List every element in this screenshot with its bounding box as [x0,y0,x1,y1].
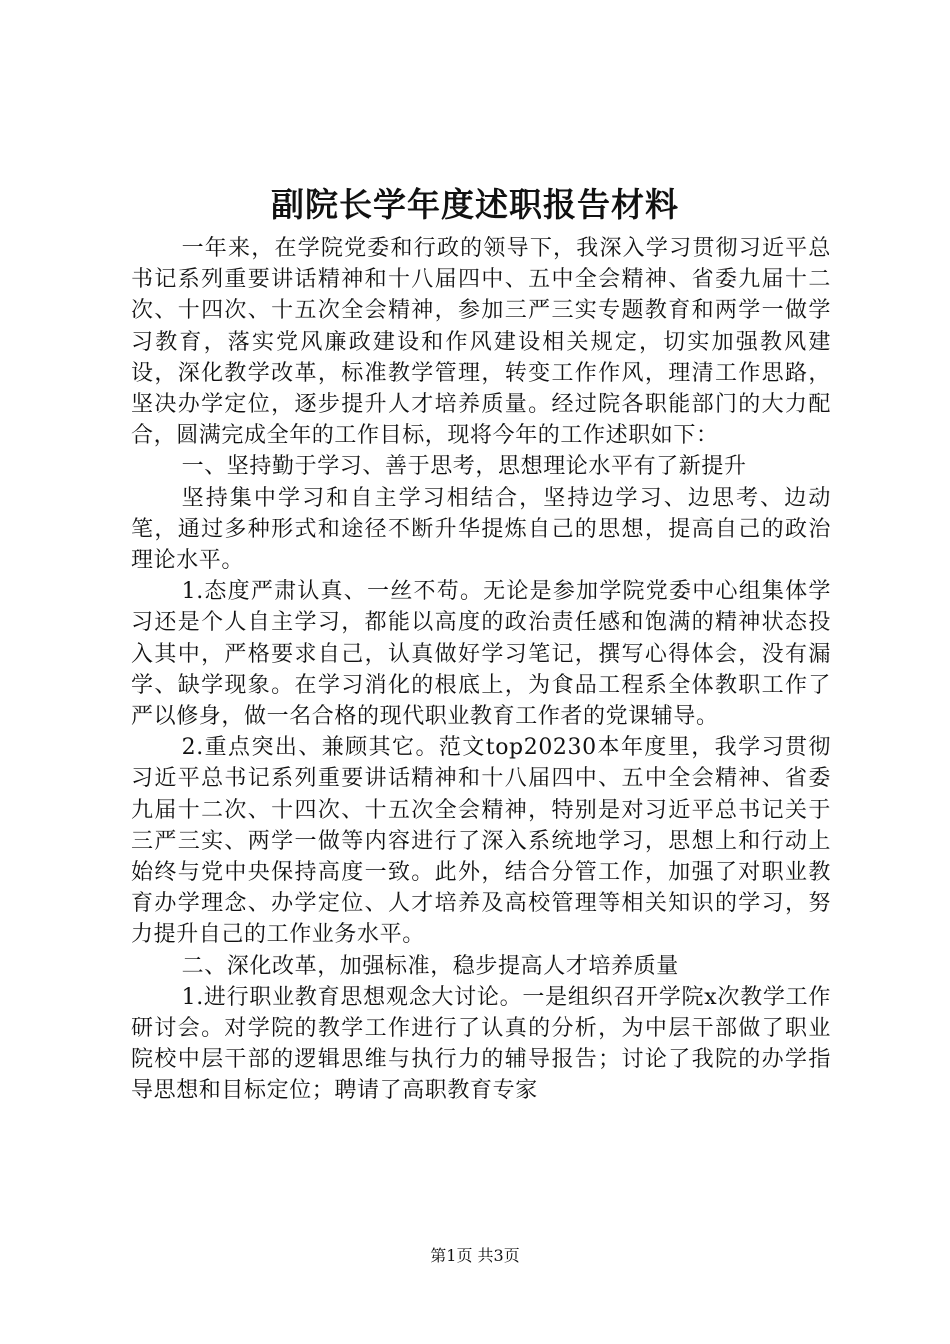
paragraph-intro: 一年来，在学院党委和行政的领导下，我深入学习贯彻习近平总书记系列重要讲话精神和十八届四中、五中全会精神、省委九届十二次、十四次、十五次全会精神，参加三严三实专题教育和两学一做学习教育，落实党风廉政建设和作风建设相关规定，切实加强教风建设，深化教学改革，标准教学管理，转变工作作风，理清工作思路，坚决办学定位，逐步提升人才培养质量。经过院各职能部门的大力配合，圆满完成全年的工作目标，现将今年的工作述职如下： [131,236,831,449]
document-title: 副院长学年度述职报告材料 [271,185,679,224]
paragraph-item-2: 2.重点突出、兼顾其它。范文top20230本年度里，我学习贯彻习近平总书记系列重要讲话精神和十八届四中、五中全会精神、省委九届十二次、十四次、十五次全会精神，特别是对习近平总书记关于三严三实、两学一做等内容进行了深入系统地学习，思想上和行动上始终与党中央保持高度一致。此外，结合分管工作，加强了对职业教育办学理念、办学定位、人才培养及高校管理等相关知识的学习，努力提升自己的工作业务水平。 [131,735,831,948]
section-heading-2: 二、深化改革，加强标准，稳步提高人才培养质量 [181,953,679,979]
paragraph-study-overview: 坚持集中学习和自主学习相结合，坚持边学习、边思考、边动笔，通过多种形式和途径不断升华提炼自己的思想，提高自己的政治理论水平。 [131,485,831,574]
section-heading-1: 一、坚持勤于学习、善于思考，思想理论水平有了新提升 [181,454,747,480]
paragraph-reform-item-1: 1.进行职业教育思想观念大讨论。一是组织召开学院x次教学工作研讨会。对学院的教学工作进行了认真的分析，为中层干部做了职业院校中层干部的逻辑思维与执行力的辅导报告；讨论了我院的办学指导思想和目标定位；聘请了高职教育专家 [131,984,831,1104]
document-body [131,233,831,1107]
page-number-footer: 第1页 共3页 [430,1246,520,1265]
paragraph-item-1: 1.态度严肃认真、一丝不苟。无论是参加学院党委中心组集体学习还是个人自主学习，都能以高度的政治责任感和饱满的精神状态投入其中，严格要求自己，认真做好学习笔记，撰写心得体会，没有漏学、缺学现象。在学习消化的根底上，为食品工程系全体教职工作了严以修身，做一名合格的现代职业教育工作者的党课辅导。 [131,579,831,730]
